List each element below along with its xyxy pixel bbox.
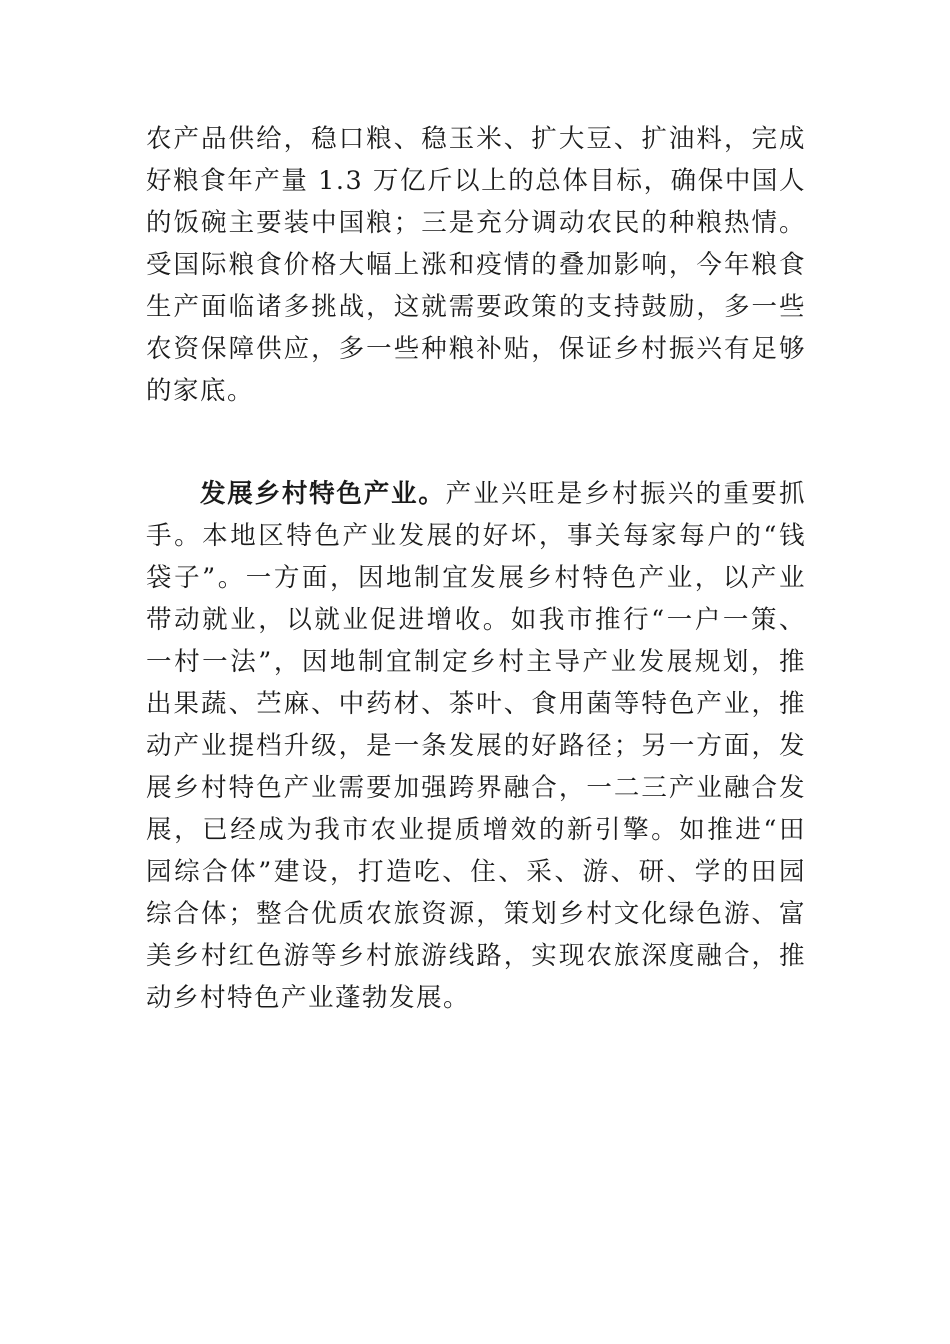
paragraph-food-security	[146, 118, 806, 412]
paragraph-text: 农产品供给，稳口粮、稳玉米、扩大豆、扩油料，完成好粮食年产量 1.3 万亿斤以上的总体目标，确保中国人的饭碗主要装中国粮；三是充分调动农民的种粮热情。受国际粮食价格大幅上涨和疫情的叠加影响，今年粮食生产面临诸多挑战，这就需要政策的支持鼓励，多一些农资保障供应，多一些种粮补贴，保证乡村振兴有足够的家底。	[146, 124, 806, 406]
paragraph-rural-industry	[146, 473, 806, 1019]
paragraph-heading: 发展乡村特色产业。	[200, 479, 446, 509]
paragraph-text: 产业兴旺是乡村振兴的重要抓手。本地区特色产业发展的好坏，事关每家每户的“钱袋子”。一方面，因地制宜发展乡村特色产业，以产业带动就业，以就业促进增收。如我市推行“一户一策、一村一法”，因地制宜制定乡村主导产业发展规划，推出果蔬、苎麻、中药材、茶叶、食用菌等特色产业，推动产业提档升级，是一条发展的好路径；另一方面，发展乡村特色产业需要加强跨界融合，一二三产业融合发展，已经成为我市农业提质增效的新引擎。如推进“田园综合体”建设，打造吃、住、采、游、研、学的田园综合体；整合优质农旅资源，策划乡村文化绿色游、富美乡村红色游等乡村旅游线路，实现农旅深度融合，推动乡村特色产业蓬勃发展。	[146, 479, 806, 1013]
